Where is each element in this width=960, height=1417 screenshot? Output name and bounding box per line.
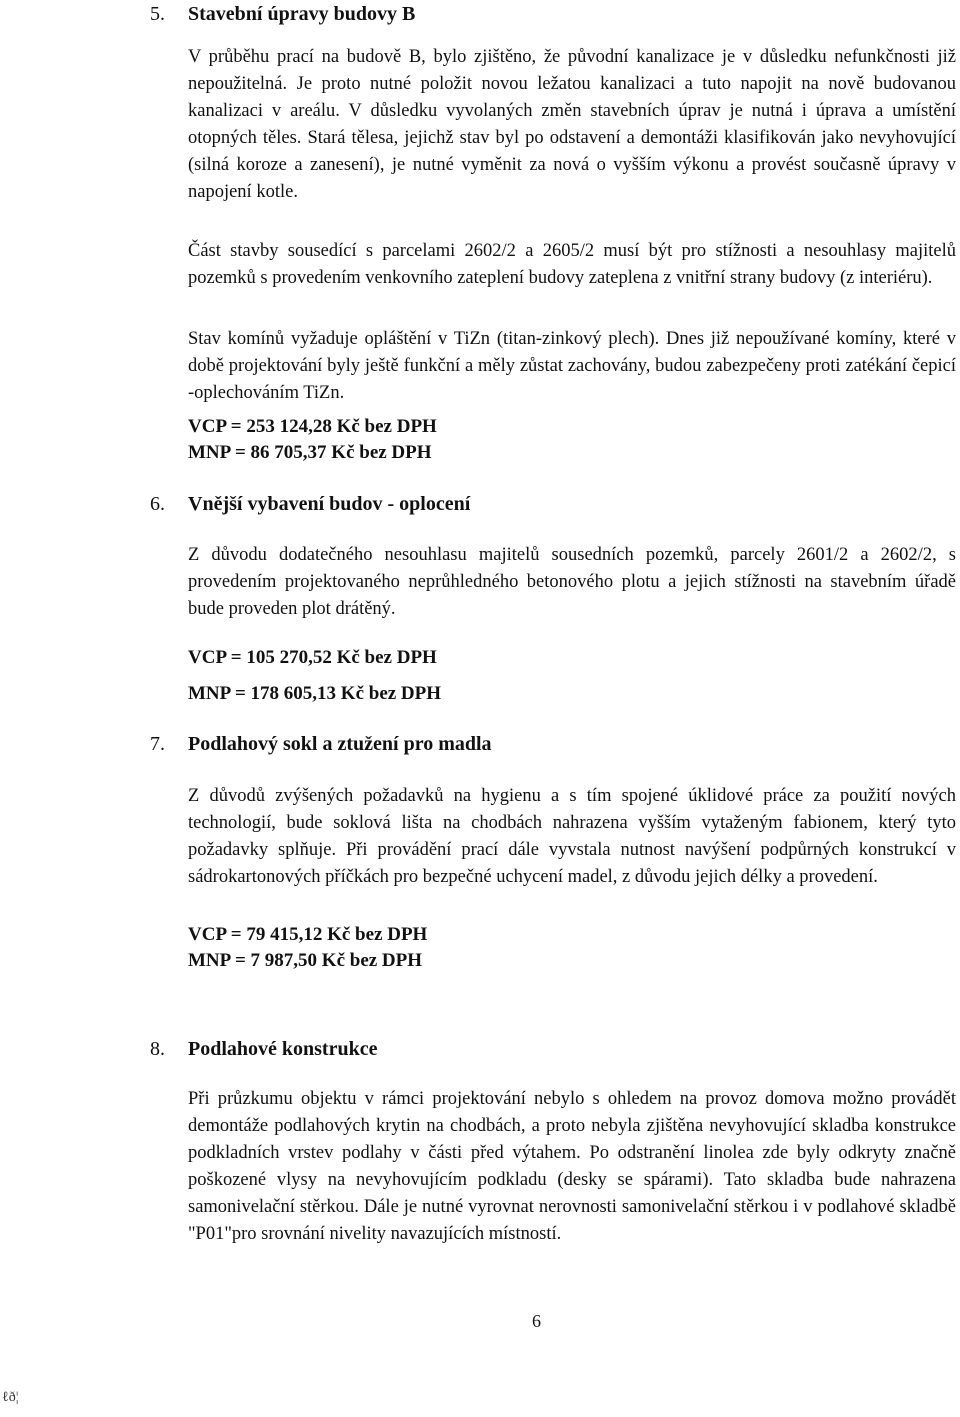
section-number: 5. bbox=[150, 3, 165, 25]
section-5-paragraph-2: Část stavby sousedící s parcelami 2602/2 a 2605/2 musí být pro stížnosti a nesouhlasy majitelů pozemků s provedením venkovního zateplení budovy zateplena z vnitřní strany budovy (z interiéru). bbox=[188, 241, 956, 288]
section-6-paragraph-1: Z důvodu dodatečného nesouhlasu majitelů sousedních pozemků, parcely 2601/2 a 2602/2, s provedením projektovaného neprůhledného betonového plotu a jejich stížnosti na stavebním úřadě bude proveden plot drátěný. bbox=[188, 545, 956, 619]
section-7-heading bbox=[150, 732, 492, 756]
section-title: Podlahový sokl a ztužení pro madla bbox=[188, 733, 492, 755]
section-title: Vnější vybavení budov - oplocení bbox=[188, 493, 471, 515]
section-6-mnp: MNP = 178 605,13 Kč bez DPH bbox=[188, 683, 442, 704]
page-number: 6 bbox=[532, 1311, 541, 1331]
corner-mark: ℓð¦ bbox=[2, 1390, 19, 1405]
section-title: Podlahové konstrukce bbox=[188, 1038, 378, 1060]
section-8-heading bbox=[150, 1037, 377, 1061]
section-8-paragraph-1: Při průzkumu objektu v rámci projektování nebylo s ohledem na provoz domova možno provádět demontáže podlahových krytin na chodbách, a proto nebyla zjištěna nevyhovující skladba konstrukce podkladních vrstev podlahy v části před výtahem. Po odstranění linolea zde byly odkryty značně poškozené vlysy na nevyhovujícím podkladu (desky se spárami). Tato skladba bude nahrazena samonivelační stěrkou. Dále je nutné vyrovnat nerovnosti samonivelační stěrkou i v podlahové skladbě "P01"pro srovnání nivelity navazujících místností. bbox=[188, 1089, 956, 1244]
section-5-paragraph-3: Stav komínů vyžaduje opláštění v TiZn (titan-zinkový plech). Dnes již nepoužívané komíny, které v době projektování byly ještě funkční a měly zůstat zachovány, budou zabezpečeny proti zatékání čepicí -oplechováním TiZn. bbox=[188, 329, 956, 403]
section-7-paragraph-1: Z důvodů zvýšených požadavků na hygienu a s tím spojené úklidové práce za použití nových technologií, bude soklová lišta na chodbách nahrazena vyšším vytaženým fabionem, který tyto požadavky splňuje. Při provádění prací dále vyvstala nutnost navýšení podpůrných konstrukcí v sádrokartonových příčkách pro bezpečné uchycení madel, z důvodu jejich délky a provedení. bbox=[188, 786, 956, 887]
section-number: 6. bbox=[150, 493, 165, 515]
section-6-vcp: VCP = 105 270,52 Kč bez DPH bbox=[188, 647, 437, 668]
section-5-heading bbox=[150, 2, 415, 26]
section-7-vcp: VCP = 79 415,12 Kč bez DPH bbox=[188, 924, 428, 945]
section-5-mnp: MNP = 86 705,37 Kč bez DPH bbox=[188, 442, 432, 463]
section-5-paragraph-1: V průběhu prací na budově B, bylo zjištěno, že původní kanalizace je v důsledku nefunkčnosti již nepoužitelná. Je proto nutné položit novou ležatou kanalizaci a tuto napojit na nově budovanou kanalizaci v areálu. V důsledku vyvolaných změn stavebních úprav je nutná i úprava a umístění otopných těles. Stará tělesa, jejichž stav byl po odstavení a demontáži klasifikován jako nevyhovující (silná koroze a zanesení), je nutné vyměnit za nová o vyšším výkonu a provést současně úpravy v napojení kotle. bbox=[188, 47, 956, 202]
section-title: Stavební úpravy budovy B bbox=[188, 3, 416, 25]
section-7-mnp: MNP = 7 987,50 Kč bez DPH bbox=[188, 950, 423, 971]
section-5-vcp: VCP = 253 124,28 Kč bez DPH bbox=[188, 416, 437, 437]
section-6-heading bbox=[150, 492, 470, 516]
section-number: 8. bbox=[150, 1038, 165, 1060]
section-number: 7. bbox=[150, 733, 165, 755]
